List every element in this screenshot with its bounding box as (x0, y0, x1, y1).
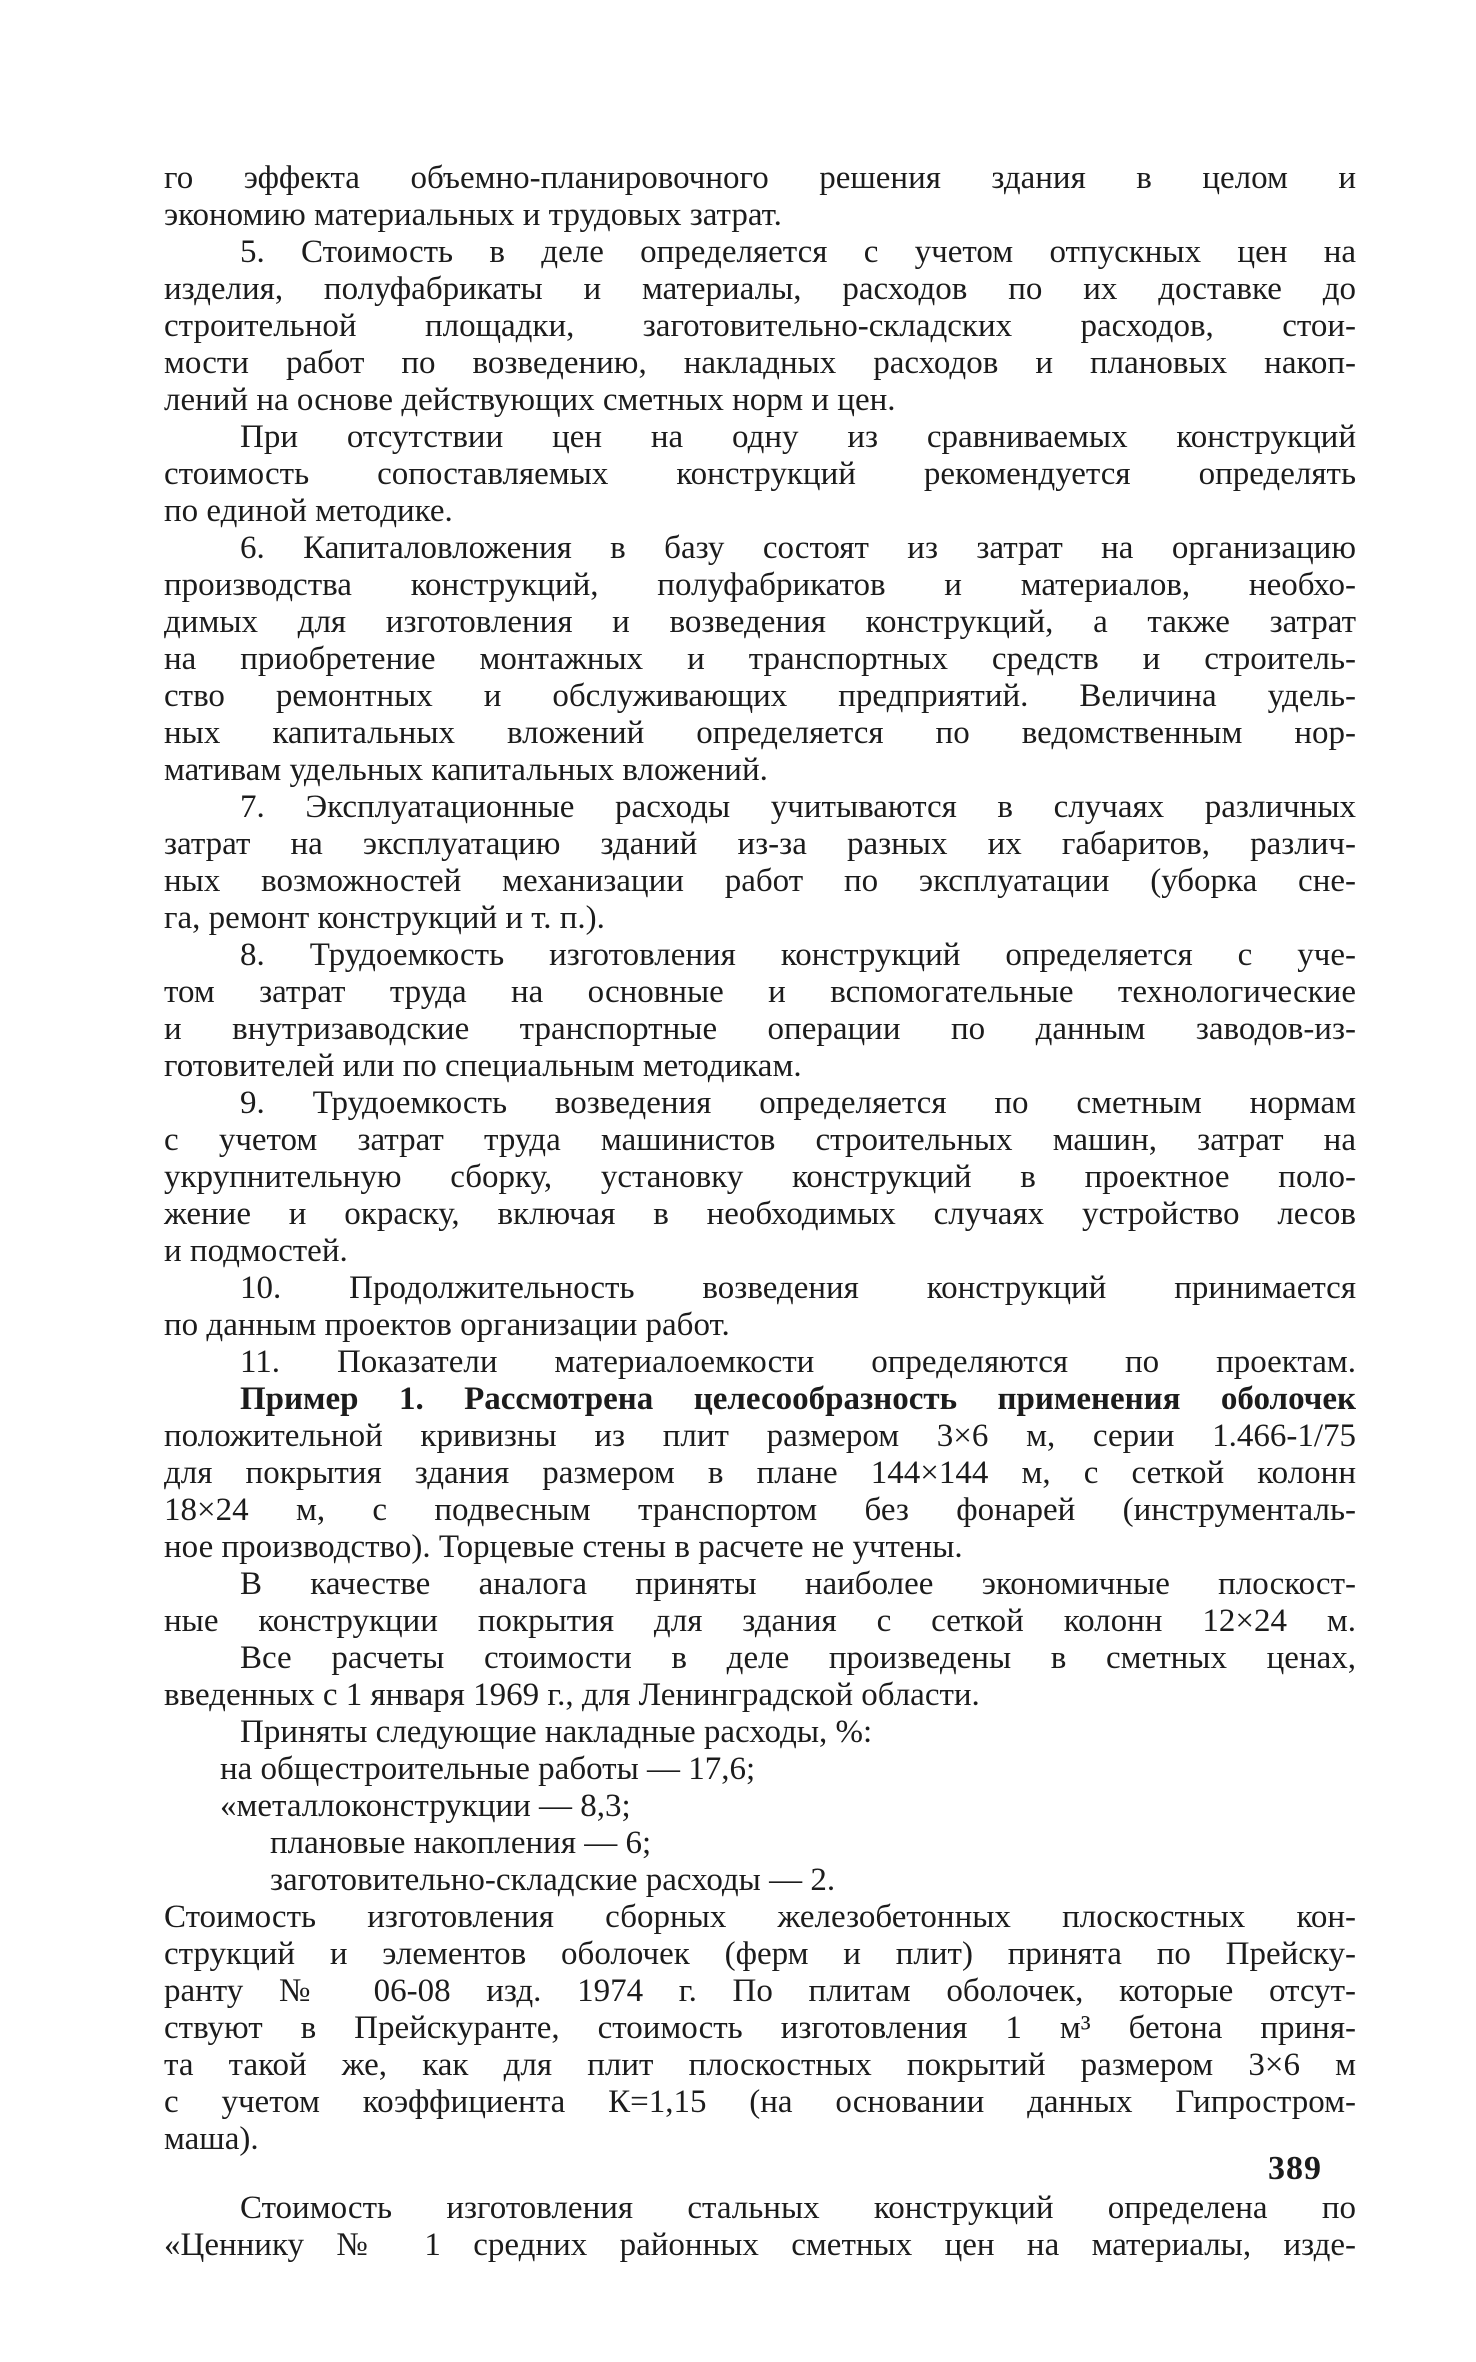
text-line: ранту № 06-08 изд. 1974 г. По плитам оболочек, которые отсут- (164, 1973, 1356, 2009)
text-line: ство ремонтных и обслуживающих предприятий. Величина удель- (164, 678, 1356, 714)
text-line: с учетом затрат труда машинистов строительных машин, затрат на (164, 1122, 1356, 1158)
text-line: введенных с 1 января 1969 г., для Ленинградской области. (164, 1677, 980, 1713)
text-line: на общестроительные работы — 17,6; (220, 1751, 756, 1787)
text-line: плановые накопления — 6; (270, 1825, 652, 1861)
text-line: ное производство). Торцевые стены в расчете не учтены. (164, 1529, 963, 1565)
text-line: по данным проектов организации работ. (164, 1307, 730, 1343)
text-line: маша). (164, 2121, 259, 2157)
text-line: 5. Стоимость в деле определяется с учетом отпускных цен на (240, 234, 1356, 270)
text-line: 11. Показатели материалоемкости определяются по проектам. (240, 1344, 1356, 1380)
text-line: «металлоконструкции — 8,3; (220, 1788, 631, 1824)
text-line: мативам удельных капитальных вложений. (164, 752, 768, 788)
text-line: и подмостей. (164, 1233, 348, 1269)
text-line: том затрат труда на основные и вспомогательные технологические (164, 974, 1356, 1010)
text-line: ных капитальных вложений определяется по ведомственным нор- (164, 715, 1356, 751)
text-line: ные конструкции покрытия для здания с сеткой колонн 12×24 м. (164, 1603, 1356, 1639)
text-line: по единой методике. (164, 493, 453, 529)
document-page (164, 160, 1356, 2264)
text-line: «Ценнику № 1 средних районных сметных цен на материалы, изде- (164, 2227, 1356, 2263)
text-line: та такой же, как для плит плоскостных покрытий размером 3×6 м (164, 2047, 1356, 2083)
text-line: изделия, полуфабрикаты и материалы, расходов по их доставке до (164, 271, 1356, 307)
text-line: заготовительно-складские расходы — 2. (270, 1862, 836, 1898)
text-line: строительной площадки, заготовительно-складских расходов, стои- (164, 308, 1356, 344)
text-line: укрупнительную сборку, установку конструкций в проектное поло- (164, 1159, 1356, 1195)
text-line: жение и окраску, включая в необходимых случаях устройство лесов (164, 1196, 1356, 1232)
text-line: го эффекта объемно-планировочного решения здания в целом и (164, 160, 1356, 196)
text-line: Все расчеты стоимости в деле произведены в сметных ценах, (240, 1640, 1356, 1676)
text-line: 7. Эксплуатационные расходы учитываются в случаях различных (240, 789, 1356, 825)
text-line: мости работ по возведению, накладных расходов и плановых накоп- (164, 345, 1356, 381)
text-line: для покрытия здания размером в плане 144×144 м, с сеткой колонн (164, 1455, 1356, 1491)
text-line: и внутризаводские транспортные операции по данным заводов-из- (164, 1011, 1356, 1047)
text-line: стоимость сопоставляемых конструкций рекомендуется определять (164, 456, 1356, 492)
text-line: с учетом коэффициента К=1,15 (на основании данных Гипростром- (164, 2084, 1356, 2120)
text-line: димых для изготовления и возведения конструкций, а также затрат (164, 604, 1356, 640)
text-line: 9. Трудоемкость возведения определяется по сметным нормам (240, 1085, 1356, 1121)
text-line: на приобретение монтажных и транспортных средств и строитель- (164, 641, 1356, 677)
text-line: лений на основе действующих сметных норм и цен. (164, 382, 896, 418)
text-line: ных возможностей механизации работ по эксплуатации (уборка сне- (164, 863, 1356, 899)
text-line: положительной кривизны из плит размером 3×6 м, серии 1.466-1/75 (164, 1418, 1356, 1454)
text-line: 10. Продолжительность возведения конструкций принимается (240, 1270, 1356, 1306)
text-line: 18×24 м, с подвесным транспортом без фонарей (инструменталь- (164, 1492, 1356, 1528)
text-line: 6. Капиталовложения в базу состоят из затрат на организацию (240, 530, 1356, 566)
text-line: Приняты следующие накладные расходы, %: (240, 1714, 873, 1750)
text-line: При отсутствии цен на одну из сравниваемых конструкций (240, 419, 1356, 455)
text-line: 8. Трудоемкость изготовления конструкций определяется с уче- (240, 937, 1356, 973)
text-line: ствуют в Прейскуранте, стоимость изготовления 1 м³ бетона приня- (164, 2010, 1356, 2046)
page-number: 389 (1268, 2150, 1322, 2187)
text-line: производства конструкций, полуфабрикатов и материалов, необхо- (164, 567, 1356, 603)
example-heading-line: Пример 1. Рассмотрена целесообразность применения оболочек (240, 1381, 1356, 1417)
text-line: Стоимость изготовления стальных конструкций определена по (240, 2190, 1356, 2226)
text-line: струкций и элементов оболочек (ферм и плит) принята по Прейску- (164, 1936, 1356, 1972)
text-line: затрат на эксплуатацию зданий из-за разных их габаритов, различ- (164, 826, 1356, 862)
text-line: готовителей или по специальным методикам. (164, 1048, 802, 1084)
text-line: В качестве аналога приняты наиболее экономичные плоскост- (240, 1566, 1356, 1602)
text-line: га, ремонт конструкций и т. п.). (164, 900, 605, 936)
text-line: Стоимость изготовления сборных железобетонных плоскостных кон- (164, 1899, 1356, 1935)
text-line: экономию материальных и трудовых затрат. (164, 197, 782, 233)
